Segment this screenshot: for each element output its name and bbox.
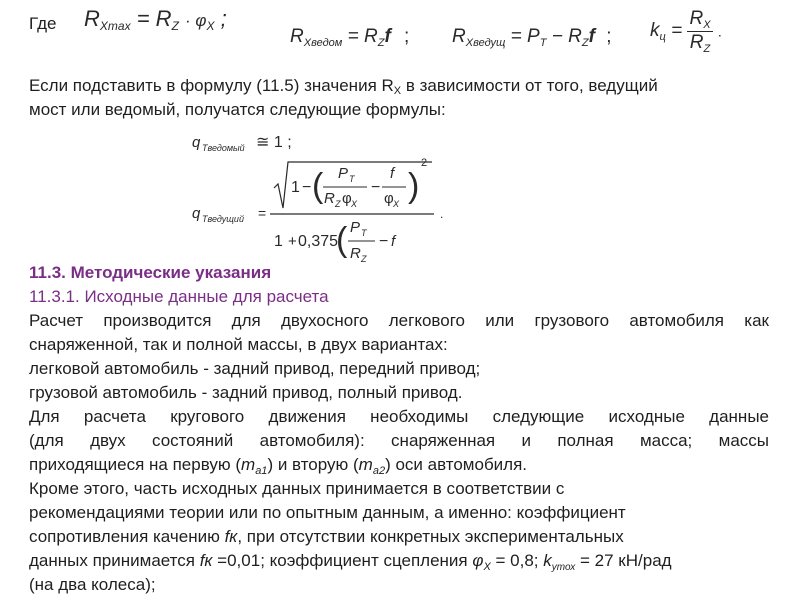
svg-text:φ: φ: [384, 190, 394, 207]
intro-line-1: Если подставить в формулу (11.5) значения RX в зависимости от того, ведущий: [29, 76, 658, 97]
paragraph-3-line-3: сопротивления качению fк, при отсутствии конкретных экспериментальных: [29, 527, 624, 546]
svg-text:f: f: [390, 165, 395, 182]
svg-text:X: X: [393, 199, 400, 209]
where-label: Где: [29, 14, 57, 33]
svg-text:Z: Z: [335, 199, 341, 209]
formula-rx-driven: $R_{Xведом} = R_Zf$ ;: [290, 26, 410, 49]
paragraph-3-line-4: данных принимается fк =0,01; коэффициент сцепления $\varphi_X = 0,8$; $k_{yтох} = 27$ кН/рад: [29, 551, 672, 573]
svg-text:Z: Z: [361, 254, 367, 264]
svg-text:(: (: [336, 221, 348, 259]
svg-text:1: 1: [291, 179, 300, 196]
svg-text:T: T: [361, 228, 367, 238]
k-fraction: $\frac{R_X}{R_Z}$: [689, 8, 711, 55]
q-drive-formula: [192, 157, 443, 264]
svg-text:−: −: [371, 179, 381, 196]
svg-text:2: 2: [421, 157, 428, 169]
svg-text:Tведущий: Tведущий: [202, 214, 244, 224]
paragraph-1-line-2: снаряженной, так и полной массы, в двух вариантах:: [29, 335, 448, 354]
q-formulas: [170, 120, 460, 270]
svg-text:≅ 1 ;: ≅ 1 ;: [256, 134, 292, 151]
intro-line-2: мост или ведомый, получатся следующие формулы:: [29, 100, 446, 119]
paragraph-2-line-2: (для двух состояний автомобиля): снаряженная и полная масса; массы: [29, 431, 769, 450]
list-item-car: легковой автомобиль - задний привод, передний привод;: [29, 359, 481, 378]
svg-text:Tведомый: Tведомый: [202, 143, 245, 153]
svg-text:.: .: [440, 207, 444, 221]
paragraph-2-line-1: Для расчета кругового движения необходимы следующие исходные данные: [29, 407, 769, 426]
svg-text:X: X: [351, 199, 358, 209]
svg-text:(: (: [312, 167, 324, 205]
paragraph-1-line-1: Расчет производится для двухосного легкового или грузового автомобиля как: [29, 311, 769, 330]
svg-text:P: P: [350, 219, 361, 236]
svg-text:0,375: 0,375: [298, 233, 339, 250]
section-subheading: 11.3.1. Исходные данные для расчета: [29, 287, 329, 306]
formula-rx-drive: $R_{Xведущ} = P_T - R_Zf$ ;: [452, 26, 612, 49]
svg-text:−: −: [302, 179, 312, 196]
svg-text:P: P: [338, 165, 349, 182]
svg-text:+: +: [288, 233, 297, 250]
svg-text:−: −: [379, 233, 389, 250]
svg-text:1: 1: [274, 233, 283, 250]
paragraph-3-line-5: (на два колеса);: [29, 575, 156, 594]
formula-k-ratio: $k_ц$ = $\frac{R_X}{R_Z}$ .: [650, 8, 722, 55]
svg-text:f: f: [391, 233, 396, 250]
svg-text:q: q: [192, 205, 201, 222]
svg-text:q: q: [192, 134, 201, 151]
svg-text:): ): [408, 167, 420, 205]
paragraph-3-line-1: Кроме этого, часть исходных данных принимается в соответствии с: [29, 479, 565, 498]
paragraph-2-line-3: приходящиеся на первую $(m_{a1})$ и вторую $(m_{a2})$ оси автомобиля.: [29, 455, 528, 477]
formula-rx-max: $R_{Xmax} = R_Z \cdot \varphi_X$ ;: [84, 6, 227, 33]
svg-text:φ: φ: [342, 190, 352, 207]
list-item-truck: грузовой автомобиль - задний привод, полный привод.: [29, 383, 463, 402]
paragraph-3-line-2: рекомендациями теории или по опытным данным, а именно: коэффициент: [29, 503, 626, 522]
svg-text:R: R: [324, 190, 335, 207]
svg-text:T: T: [349, 174, 355, 184]
q-driven-formula: [192, 134, 292, 153]
section-heading: 11.3. Методические указания: [29, 263, 272, 282]
svg-text:R: R: [350, 245, 361, 262]
svg-text:=: =: [258, 205, 267, 221]
